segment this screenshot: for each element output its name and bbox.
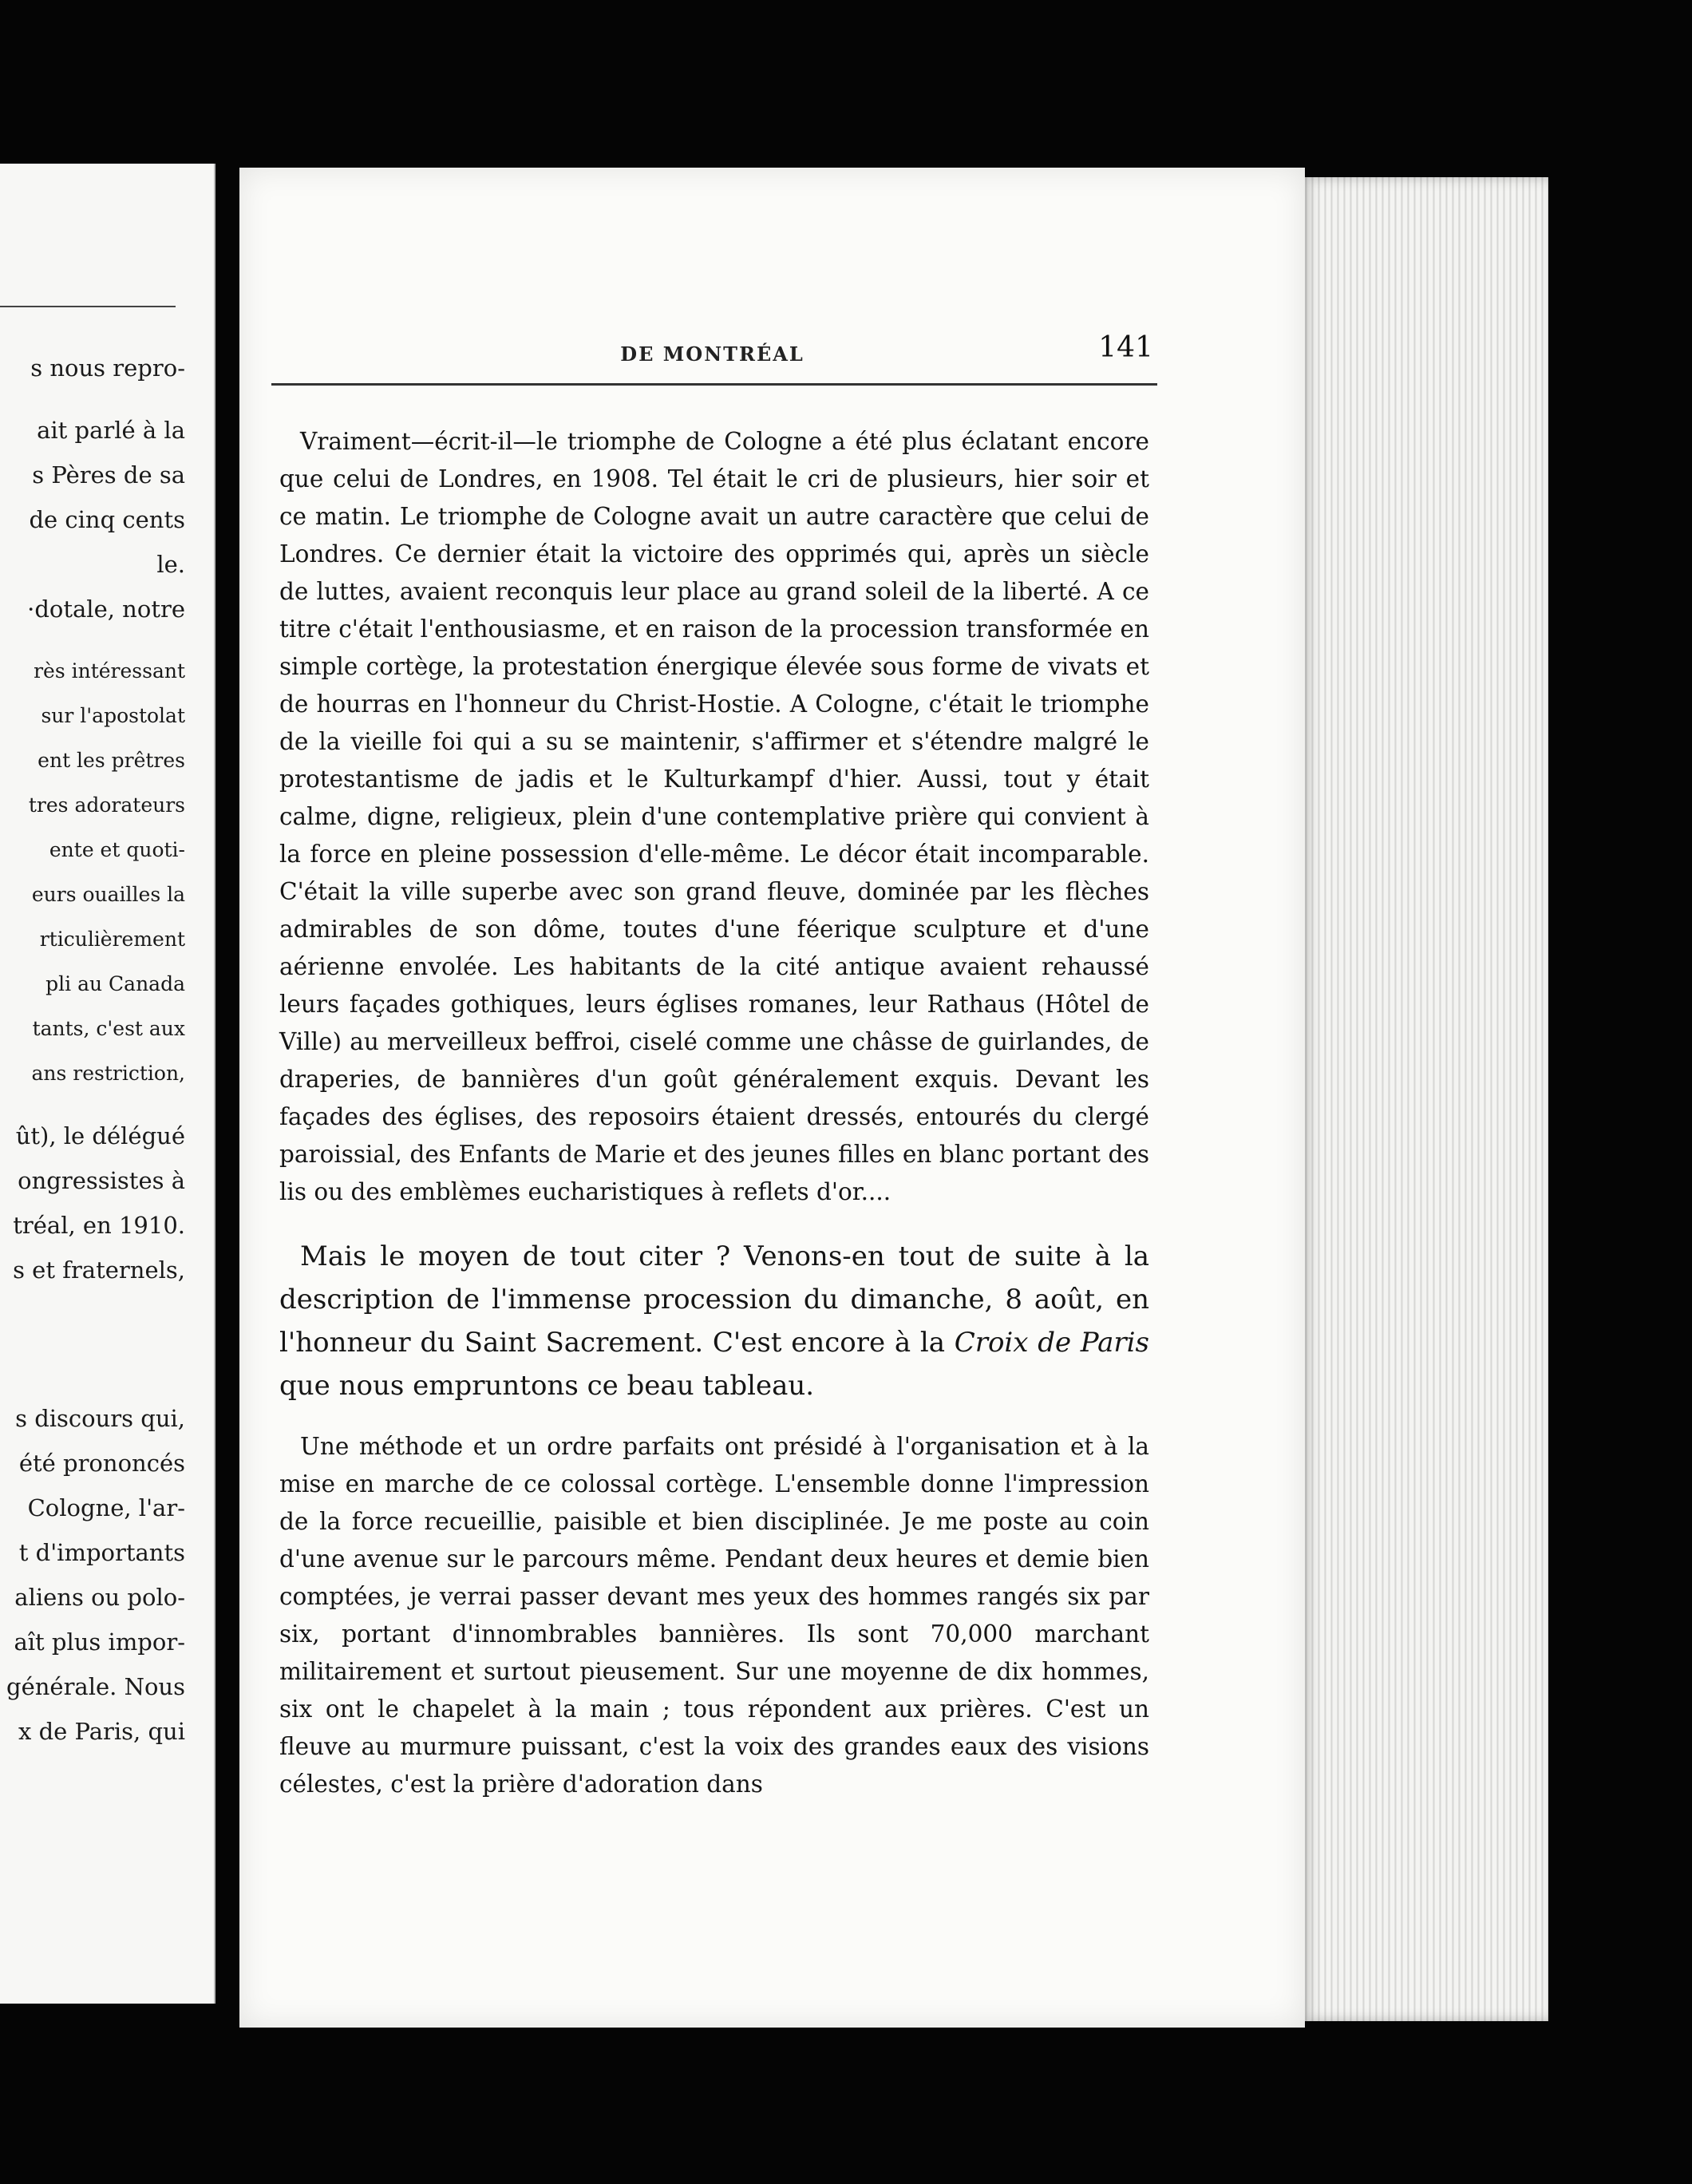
header-rule: [271, 383, 1157, 386]
left-line: ait parlé à la: [37, 417, 185, 444]
quote-paragraph-procession: Une méthode et un ordre parfaits ont présidé à l'organisation et à la mise en marche de ce colossal cortège. L'ensemble donne l'impression de la force recueillie, paisible et bien disciplinée. Je me poste au coin d'une avenue sur le parcours même. Pendant deux heures et demie bien comptées, je verrai passer devant mes yeux des hommes rangés six par six, portant d'innombrables bannières. Ils sont 70,000 marchant militairement et surtout pieusement. Sur une moyenne de dix hommes, six ont le chapelet à la main ; tous répondent aux prières. C'est un fleuve au murmure puissant, c'est la voix des grandes eaux des visions célestes, c'est la prière d'adoration dans: [279, 1433, 1149, 1798]
left-line: s nous repro-: [30, 354, 185, 382]
left-line: ût), le délégué: [15, 1122, 185, 1149]
newspaper-title: Croix de Paris: [954, 1327, 1149, 1359]
left-line: sur l'apostolat: [41, 704, 185, 727]
body-text-start: Mais le moyen de tout citer ? Venons-en tout de suite à la description de l'immense procession du dimanche, 8 août, en l'honneur du Saint Sacrement. C'est encore à la: [279, 1240, 1149, 1359]
book-page: [239, 168, 1305, 2028]
left-line: été prononcés: [18, 1450, 185, 1477]
left-line: ent les prêtres: [38, 749, 185, 772]
left-line: rticulièrement: [39, 928, 185, 951]
page-header: [271, 331, 1153, 379]
left-line: ente et quoti-: [49, 838, 185, 861]
body-paragraph: [279, 1235, 1149, 1407]
left-line: s Pères de sa: [32, 461, 185, 489]
left-line: aît plus impor-: [14, 1628, 185, 1656]
left-page-rule: [0, 306, 176, 307]
left-line: ongressistes à: [18, 1167, 185, 1194]
left-line: Cologne, l'ar-: [27, 1494, 185, 1521]
left-line: ans restriction,: [31, 1062, 185, 1085]
left-line: tréal, en 1910.: [13, 1212, 185, 1239]
left-line: ·dotale, notre: [27, 595, 185, 623]
running-head: DE MONTRÉAL: [620, 342, 804, 366]
left-line: aliens ou polo-: [14, 1584, 185, 1611]
left-line: x de Paris, qui: [18, 1718, 185, 1745]
page-fore-edge: [1301, 177, 1548, 2021]
left-line: générale. Nous: [6, 1673, 185, 1700]
page-text: [279, 423, 1149, 1803]
quote-paragraph-cologne: Vraiment—écrit-il—le triomphe de Cologne a été plus éclatant encore que celui de Londres, en 1908. Tel était le cri de plusieurs, hier soir et ce matin. Le triomphe de Cologne avait un autre caractère que celui de Londres. Ce dernier était la victoire des opprimés qui, après un siècle de luttes, avaient reconquis leur place au grand soleil de la liberté. A ce titre c'était l'enthousiasme, et en raison de la procession transformée en simple cortège, la protestation énergique élevée sous forme de vivats et de hourras en l'honneur du Christ-Hostie. A Cologne, c'était le triomphe de la vieille foi qui a su se maintenir, s'affirmer et s'étendre malgré le protestantisme de jadis et le Kulturkampf d'hier. Aussi, tout y était calme, digne, religieux, plein d'une contemplative prière qui convient à la force en pleine possession d'elle-même. Le décor était incomparable. C'était la ville superbe avec son grand fleuve, dominée par les flèches admirables de son dôme, toutes d'une féerique sculpture et d'une aérienne envolée. Les habitants de la cité antique avaient rehaussé leurs façades gothiques, leurs églises romanes, leur Rathaus (Hôtel de Ville) au merveilleux beffroi, ciselé comme une châsse de guirlandes, de draperies, de bannières d'un goût généralement exquis. Devant les façades des églises, des reposoirs étaient dressés, entourés du clergé paroissial, des Enfants de Marie et des jeunes filles en blanc portant des lis ou des emblèmes eucharistiques à reflets d'or....: [279, 428, 1149, 1205]
left-page: [0, 164, 215, 2004]
left-line: tres adorateurs: [28, 793, 185, 817]
left-line: eurs ouailles la: [31, 883, 185, 906]
left-line: tants, c'est aux: [32, 1017, 185, 1040]
page-number: 141: [1098, 331, 1153, 364]
left-line: rès intéressant: [34, 659, 185, 682]
left-page-text: [0, 346, 185, 1754]
left-line: t d'importants: [18, 1539, 185, 1566]
left-line: de cinq cents: [29, 506, 185, 533]
left-line: s discours qui,: [15, 1405, 185, 1432]
left-line: pli au Canada: [45, 972, 185, 995]
left-line: s et fraternels,: [13, 1256, 185, 1284]
body-text-end: que nous empruntons ce beau tableau.: [279, 1370, 815, 1402]
left-line: le.: [156, 551, 185, 578]
